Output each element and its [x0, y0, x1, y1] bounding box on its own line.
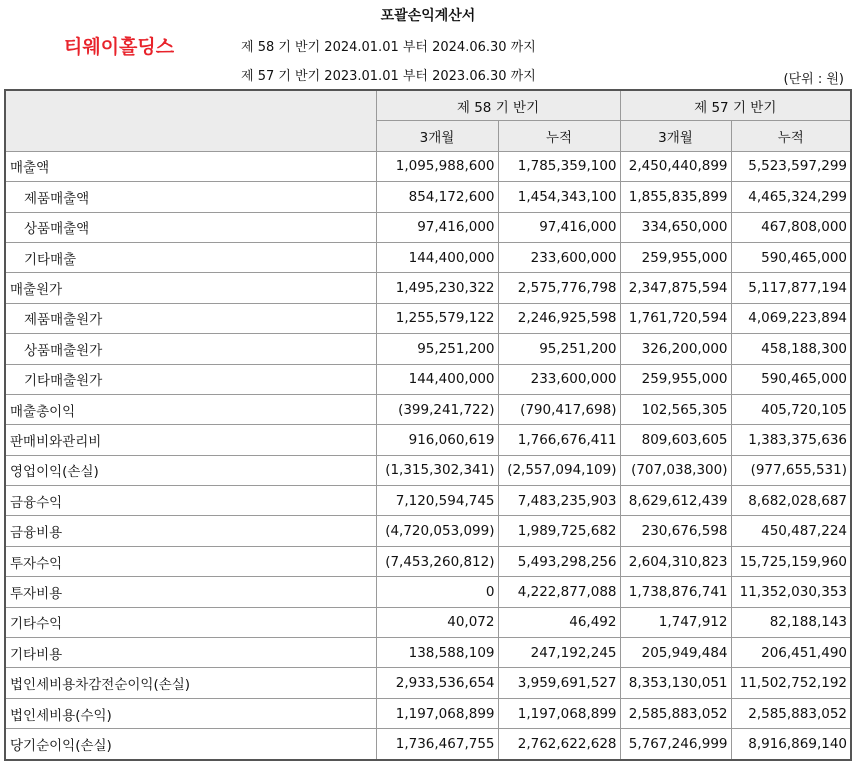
- value-cum-current: 1,197,068,899: [498, 698, 620, 728]
- value-cum-prior: (977,655,531): [731, 455, 851, 485]
- header-cum-current: 누적: [498, 121, 620, 151]
- value-cum-prior: 467,808,000: [731, 212, 851, 242]
- value-cum-prior: 2,585,883,052: [731, 698, 851, 728]
- value-3m-current: 95,251,200: [376, 334, 498, 364]
- value-3m-current: 854,172,600: [376, 182, 498, 212]
- value-cum-current: 2,762,622,628: [498, 729, 620, 760]
- row-label: 법인세비용(수익): [5, 698, 376, 728]
- row-label: 매출액: [5, 151, 376, 181]
- value-3m-prior: 102,565,305: [620, 394, 731, 424]
- value-cum-prior: 206,451,490: [731, 638, 851, 668]
- value-3m-current: 1,095,988,600: [376, 151, 498, 181]
- row-label: 상품매출액: [5, 212, 376, 242]
- period-prior: 제 57 기 반기 2023.01.01 부터 2023.06.30 까지: [241, 69, 536, 84]
- row-label: 기타매출원가: [5, 364, 376, 394]
- value-cum-current: 7,483,235,903: [498, 486, 620, 516]
- value-cum-prior: 5,117,877,194: [731, 273, 851, 303]
- value-cum-current: 233,600,000: [498, 242, 620, 272]
- value-3m-current: 1,736,467,755: [376, 729, 498, 760]
- value-3m-prior: 259,955,000: [620, 242, 731, 272]
- row-label: 제품매출원가: [5, 303, 376, 333]
- table-row: [5, 273, 851, 303]
- header-prior-period: 제 57 기 반기: [620, 90, 851, 121]
- table-row: [5, 364, 851, 394]
- row-label: 금융비용: [5, 516, 376, 546]
- value-3m-current: 1,495,230,322: [376, 273, 498, 303]
- table-row: [5, 242, 851, 272]
- table-row: [5, 607, 851, 637]
- value-3m-prior: 230,676,598: [620, 516, 731, 546]
- value-3m-current: (1,315,302,341): [376, 455, 498, 485]
- header-3m-prior: 3개월: [620, 121, 731, 151]
- value-3m-current: 138,588,109: [376, 638, 498, 668]
- value-cum-current: 95,251,200: [498, 334, 620, 364]
- value-cum-current: 97,416,000: [498, 212, 620, 242]
- value-cum-current: 3,959,691,527: [498, 668, 620, 698]
- value-3m-prior: 326,200,000: [620, 334, 731, 364]
- value-3m-current: 1,255,579,122: [376, 303, 498, 333]
- value-cum-current: 2,575,776,798: [498, 273, 620, 303]
- value-cum-current: 2,246,925,598: [498, 303, 620, 333]
- value-cum-current: (2,557,094,109): [498, 455, 620, 485]
- table-body: [5, 151, 851, 759]
- table-row: [5, 455, 851, 485]
- table-row: [5, 182, 851, 212]
- row-label: 매출원가: [5, 273, 376, 303]
- value-3m-prior: 5,767,246,999: [620, 729, 731, 760]
- value-cum-prior: 8,682,028,687: [731, 486, 851, 516]
- value-cum-current: 1,785,359,100: [498, 151, 620, 181]
- company-name: 티웨이홀딩스: [64, 36, 175, 58]
- value-3m-prior: 809,603,605: [620, 425, 731, 455]
- value-cum-current: (790,417,698): [498, 394, 620, 424]
- header-current-period: 제 58 기 반기: [376, 90, 620, 121]
- table-row: [5, 638, 851, 668]
- table-row: [5, 698, 851, 728]
- value-cum-current: 247,192,245: [498, 638, 620, 668]
- value-cum-prior: 15,725,159,960: [731, 546, 851, 576]
- value-cum-prior: 405,720,105: [731, 394, 851, 424]
- value-cum-current: 233,600,000: [498, 364, 620, 394]
- row-label: 법인세비용차감전순이익(손실): [5, 668, 376, 698]
- value-3m-current: 0: [376, 577, 498, 607]
- document-title: 포괄손익계산서: [380, 8, 476, 24]
- row-label: 상품매출원가: [5, 334, 376, 364]
- value-3m-prior: (707,038,300): [620, 455, 731, 485]
- row-label: 투자수익: [5, 546, 376, 576]
- value-cum-prior: 11,352,030,353: [731, 577, 851, 607]
- value-cum-prior: 4,465,324,299: [731, 182, 851, 212]
- value-3m-prior: 334,650,000: [620, 212, 731, 242]
- value-3m-prior: 2,585,883,052: [620, 698, 731, 728]
- value-3m-current: 97,416,000: [376, 212, 498, 242]
- value-3m-current: 144,400,000: [376, 364, 498, 394]
- value-cum-current: 46,492: [498, 607, 620, 637]
- row-label: 영업이익(손실): [5, 455, 376, 485]
- table-row: [5, 425, 851, 455]
- table-row: [5, 486, 851, 516]
- value-cum-current: 1,766,676,411: [498, 425, 620, 455]
- value-cum-current: 4,222,877,088: [498, 577, 620, 607]
- header-blank: [5, 90, 376, 151]
- value-3m-prior: 259,955,000: [620, 364, 731, 394]
- value-cum-current: 1,454,343,100: [498, 182, 620, 212]
- value-cum-current: 1,989,725,682: [498, 516, 620, 546]
- value-3m-current: (7,453,260,812): [376, 546, 498, 576]
- value-3m-current: 1,197,068,899: [376, 698, 498, 728]
- value-3m-prior: 1,747,912: [620, 607, 731, 637]
- value-3m-prior: 1,855,835,899: [620, 182, 731, 212]
- value-cum-current: 5,493,298,256: [498, 546, 620, 576]
- income-statement-table: [4, 89, 852, 761]
- table-row: [5, 546, 851, 576]
- table-row: [5, 577, 851, 607]
- header-cum-prior: 누적: [731, 121, 851, 151]
- value-cum-prior: 8,916,869,140: [731, 729, 851, 760]
- value-cum-prior: 5,523,597,299: [731, 151, 851, 181]
- table-row: [5, 151, 851, 181]
- row-label: 기타매출: [5, 242, 376, 272]
- row-label: 금융수익: [5, 486, 376, 516]
- period-current: 제 58 기 반기 2024.01.01 부터 2024.06.30 까지: [241, 40, 536, 55]
- row-label: 투자비용: [5, 577, 376, 607]
- row-label: 판매비와관리비: [5, 425, 376, 455]
- value-3m-current: 916,060,619: [376, 425, 498, 455]
- value-cum-prior: 82,188,143: [731, 607, 851, 637]
- row-label: 기타수익: [5, 607, 376, 637]
- table-row: [5, 668, 851, 698]
- table-row: [5, 516, 851, 546]
- value-cum-prior: 11,502,752,192: [731, 668, 851, 698]
- value-3m-prior: 2,450,440,899: [620, 151, 731, 181]
- table-row: [5, 729, 851, 760]
- value-3m-current: 40,072: [376, 607, 498, 637]
- value-3m-current: 7,120,594,745: [376, 486, 498, 516]
- value-3m-prior: 1,738,876,741: [620, 577, 731, 607]
- value-3m-prior: 8,629,612,439: [620, 486, 731, 516]
- value-3m-prior: 8,353,130,051: [620, 668, 731, 698]
- header-3m-current: 3개월: [376, 121, 498, 151]
- row-label: 당기순이익(손실): [5, 729, 376, 760]
- value-cum-prior: 4,069,223,894: [731, 303, 851, 333]
- value-3m-current: 144,400,000: [376, 242, 498, 272]
- row-label: 매출총이익: [5, 394, 376, 424]
- table-row: [5, 212, 851, 242]
- value-cum-prior: 1,383,375,636: [731, 425, 851, 455]
- value-cum-prior: 590,465,000: [731, 242, 851, 272]
- value-3m-prior: 205,949,484: [620, 638, 731, 668]
- row-label: 제품매출액: [5, 182, 376, 212]
- table-row: [5, 394, 851, 424]
- row-label: 기타비용: [5, 638, 376, 668]
- value-3m-prior: 2,604,310,823: [620, 546, 731, 576]
- value-3m-current: (4,720,053,099): [376, 516, 498, 546]
- table-row: [5, 303, 851, 333]
- value-3m-current: (399,241,722): [376, 394, 498, 424]
- value-3m-current: 2,933,536,654: [376, 668, 498, 698]
- value-3m-prior: 1,761,720,594: [620, 303, 731, 333]
- value-cum-prior: 458,188,300: [731, 334, 851, 364]
- value-cum-prior: 590,465,000: [731, 364, 851, 394]
- value-3m-prior: 2,347,875,594: [620, 273, 731, 303]
- unit-label: (단위 : 원): [783, 72, 844, 87]
- table-row: [5, 334, 851, 364]
- value-cum-prior: 450,487,224: [731, 516, 851, 546]
